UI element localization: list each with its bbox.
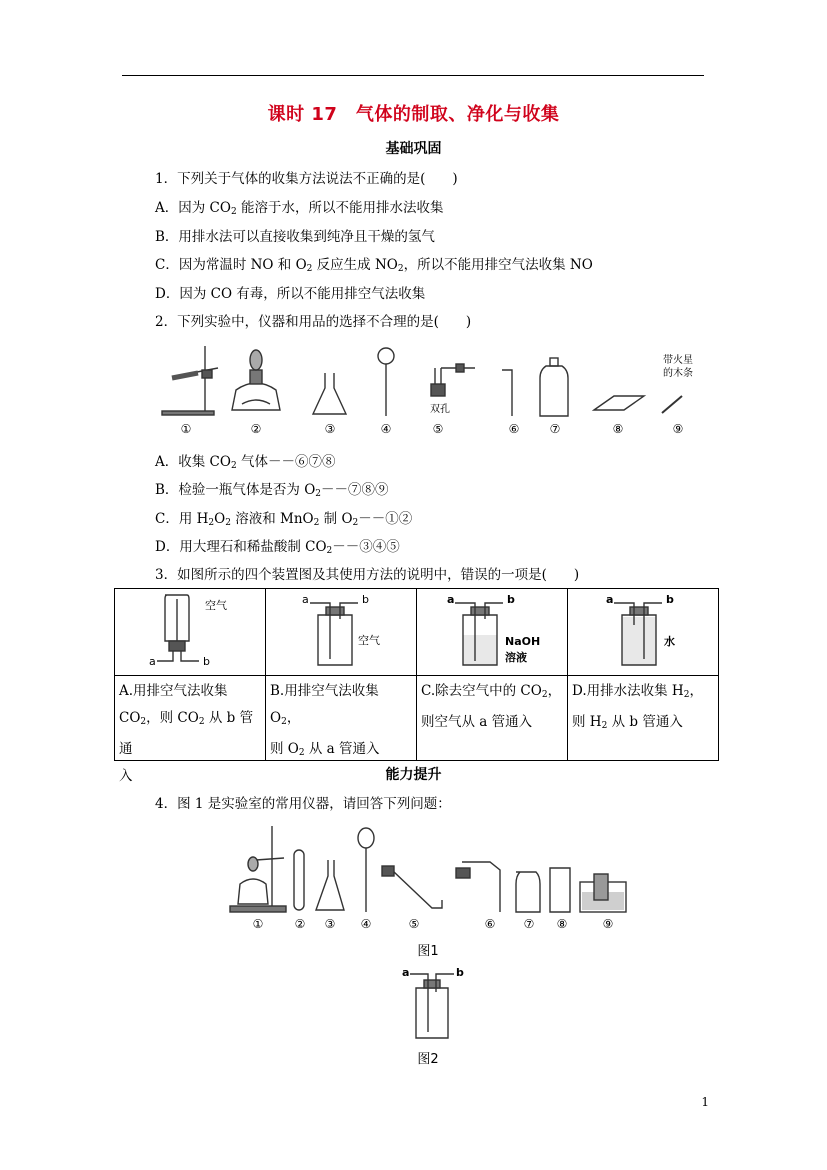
q2-stem: 2．下列实验中，仪器和用品的选择不合理的是( ) bbox=[155, 314, 472, 330]
q2-label-6: ⑥ bbox=[508, 422, 520, 436]
q2-label-5: ⑤ bbox=[432, 422, 444, 436]
q1-option-b: B．用排水法可以直接收集到纯净且干燥的氢气 bbox=[155, 229, 435, 245]
q1-option-d: D．因为 CO 有毒，所以不能用排空气法收集 bbox=[155, 286, 426, 302]
q2-item5-note: 双孔 bbox=[430, 404, 450, 415]
q1-stem: 1．下列关于气体的收集方法说法不正确的是( ) bbox=[155, 171, 458, 187]
gas-collecting-bottle-icon bbox=[540, 358, 568, 416]
q3-figure-a bbox=[115, 589, 266, 676]
q3-option-d: D.用排水法收集 $H_2$， 则 $H_2$ 从 b 管通入 bbox=[568, 676, 719, 761]
q4-label-6: ⑥ bbox=[484, 917, 496, 931]
q2-option-d: D．用大理石和稀盐酸制 $CO_2--③④⑤$ bbox=[155, 539, 400, 556]
q4-label-1: ① bbox=[252, 917, 264, 931]
q4-label-9: ⑨ bbox=[602, 917, 614, 931]
svg-text:a: a bbox=[447, 593, 455, 606]
q4-fig1-apparatus bbox=[226, 820, 636, 936]
iron-stand-with-lamp-icon bbox=[230, 826, 286, 912]
q3-stem: 3．如图所示的四个装置图及其使用方法的说明中，错误的一项是( ) bbox=[155, 567, 580, 583]
q2-apparatus-figure bbox=[150, 338, 710, 438]
svg-text:b: b bbox=[362, 593, 369, 606]
q4-stem: 4．图 1 是实验室的常用仪器，请回答下列问题： bbox=[155, 796, 451, 812]
q4-fig2-wash-bottle bbox=[400, 962, 470, 1042]
q2-option-a: A．收集 $CO_2$ 气体－－⑥⑦⑧ bbox=[155, 454, 336, 471]
fig2-caption: 图2 bbox=[417, 1052, 439, 1067]
q2-label-7: ⑦ bbox=[549, 422, 561, 436]
svg-text:a: a bbox=[149, 655, 156, 668]
q4-label-8: ⑧ bbox=[556, 917, 568, 931]
q2-label-3: ③ bbox=[324, 422, 336, 436]
conical-flask-icon bbox=[313, 373, 346, 414]
svg-text:溶液: 溶液 bbox=[505, 651, 527, 664]
q2-label-8: ⑧ bbox=[612, 422, 624, 436]
svg-text:空气: 空气 bbox=[205, 599, 227, 612]
gas-jar-icon bbox=[516, 872, 540, 912]
svg-text:空气: 空气 bbox=[358, 634, 380, 647]
inverted-jar-icon bbox=[550, 868, 570, 912]
header-rule bbox=[122, 75, 704, 76]
svg-text:NaOH: NaOH bbox=[505, 635, 541, 648]
fig2-label-a: a bbox=[402, 966, 410, 979]
alcohol-lamp-icon bbox=[232, 350, 280, 410]
q1-option-a: A．因为 $CO_2$ 能溶于水，所以不能用排水法收集 bbox=[155, 200, 444, 217]
q2-label-1: ① bbox=[180, 422, 192, 436]
long-neck-funnel-icon bbox=[358, 828, 374, 912]
q4-label-5: ⑤ bbox=[408, 917, 420, 931]
bent-tube-with-stopper-icon bbox=[384, 872, 442, 908]
bent-glass-tube-icon bbox=[502, 370, 512, 416]
svg-text:a: a bbox=[606, 593, 614, 606]
q3-figure-d bbox=[568, 589, 719, 676]
fig2-label-b: b bbox=[456, 966, 464, 979]
water-trough-icon bbox=[580, 874, 626, 912]
section-advanced: 能力提升 bbox=[385, 767, 442, 783]
page-title: 课时 17 气体的制取、净化与收集 bbox=[267, 104, 560, 125]
q3-option-a: A.用排空气法收集 $CO_2$，则 $CO_2$ 从 b 管通 入 bbox=[115, 676, 266, 761]
q3-option-c: C.除去空气中的 $CO_2$， 则空气从 a 管通入 bbox=[417, 676, 568, 761]
q2-item9-note-1: 带火星 bbox=[663, 355, 693, 366]
q3-figure-c bbox=[417, 589, 568, 676]
q2-label-9: ⑨ bbox=[672, 422, 684, 436]
conical-flask-icon bbox=[316, 860, 344, 910]
q4-label-4: ④ bbox=[360, 917, 372, 931]
q1-option-c: C．因为常温时 NO 和 $O_2$ 反应生成 $NO_2$，所以不能用排空气法收集 NO bbox=[155, 257, 593, 274]
glowing-splint-icon bbox=[662, 396, 682, 413]
svg-text:a: a bbox=[302, 593, 309, 606]
fig1-caption: 图1 bbox=[417, 944, 439, 959]
svg-text:b: b bbox=[507, 593, 515, 606]
q2-item9-note-2: 的木条 bbox=[663, 368, 693, 379]
q2-option-b: B．检验一瓶气体是否为 $O_2--⑦⑧⑨$ bbox=[155, 482, 389, 499]
glass-plate-icon bbox=[594, 396, 644, 410]
double-hole-stopper-icon bbox=[431, 364, 475, 396]
q2-label-4: ④ bbox=[380, 422, 392, 436]
section-basic: 基础巩固 bbox=[385, 141, 442, 157]
q2-option-c: C．用 $H_2O_2$ 溶液和 MnO$_2$ 制 $O_2--①②$ bbox=[155, 511, 413, 528]
q4-label-2: ② bbox=[294, 917, 306, 931]
q2-label-2: ② bbox=[250, 422, 262, 436]
q3-figure-b bbox=[266, 589, 417, 676]
q4-label-7: ⑦ bbox=[523, 917, 535, 931]
long-neck-funnel-icon bbox=[378, 348, 394, 416]
iron-stand-with-test-tube-icon bbox=[162, 346, 218, 415]
svg-text:b: b bbox=[666, 593, 674, 606]
q4-label-3: ③ bbox=[324, 917, 336, 931]
svg-text:b: b bbox=[203, 655, 210, 668]
svg-text:水: 水 bbox=[664, 635, 675, 648]
page-number: 1 bbox=[701, 1095, 709, 1109]
q3-option-b: B.用排空气法收集 $O_2$， 则 $O_2$ 从 a 管通入 bbox=[266, 676, 417, 761]
test-tube-icon bbox=[294, 850, 304, 910]
